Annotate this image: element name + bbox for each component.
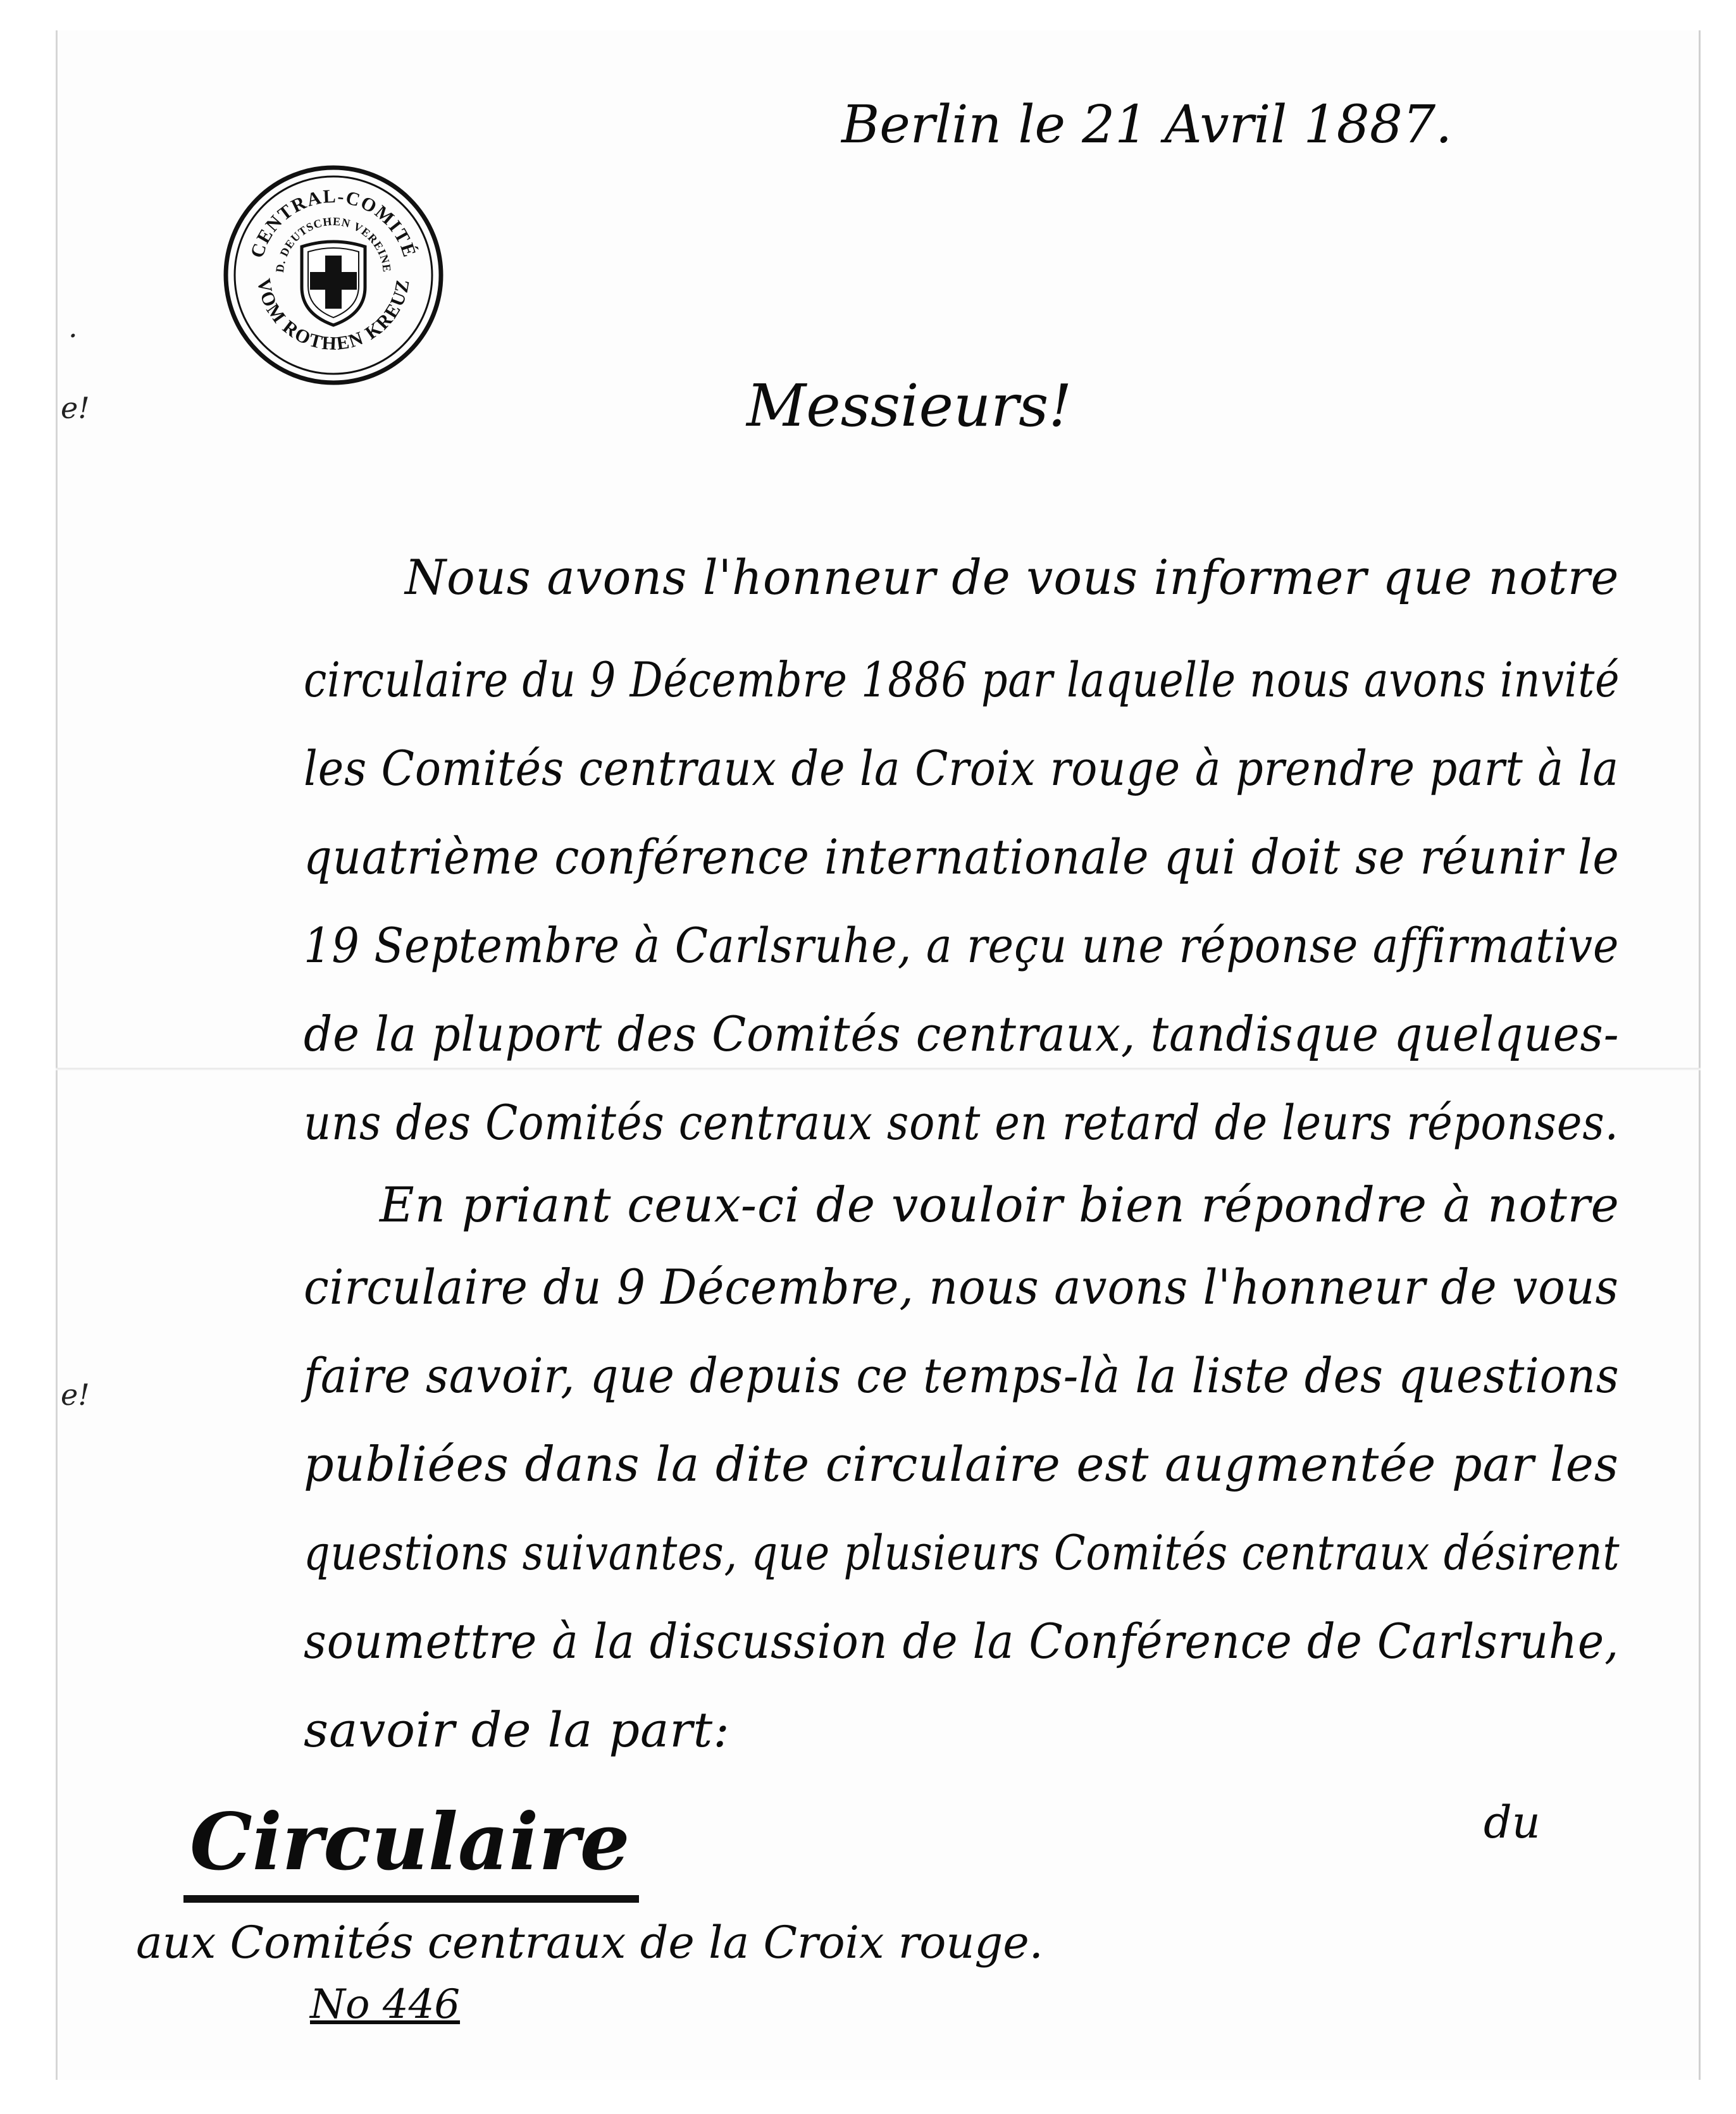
body-line: faire savoir, que depuis ce temps-là la liste des questions: [304, 1347, 1620, 1404]
body-line: questions suivantes, que plusieurs Comités centraux désirent: [304, 1524, 1620, 1581]
margin-mark: e!: [61, 391, 90, 425]
svg-text:VOM ROTHEN KREUZ: VOM ROTHEN KREUZ: [252, 276, 414, 355]
body-line: En priant ceux-ci de vouloir bien répondre à notre: [380, 1177, 1620, 1233]
catchword: du: [1484, 1796, 1541, 1848]
body-line: 19 Septembre à Carlsruhe, a reçu une réponse affirmative: [304, 917, 1620, 974]
svg-text:D. DEUTSCHEN VEREINE: D. DEUTSCHEN VEREINE: [273, 214, 394, 273]
body-line: savoir de la part:: [304, 1702, 730, 1758]
letter-date: Berlin le 21 Avril 1887.: [841, 95, 1453, 155]
red-cross-seal-stamp: [221, 163, 445, 387]
circular-subtitle: aux Comités centraux de la Croix rouge.: [136, 1917, 1043, 1969]
margin-mark: .: [68, 310, 78, 344]
body-line: de la pluport des Comités centraux, tandisque quelques-: [304, 1006, 1620, 1062]
title-underline: [183, 1895, 639, 1903]
body-line: quatrième conférence internationale qui doit se réunir le: [304, 829, 1620, 885]
body-line: circulaire du 9 Décembre 1886 par laquelle nous avons invité: [304, 652, 1620, 708]
page-fold: [56, 1068, 1701, 1070]
body-line: soumettre à la discussion de la Conférence de Carlsruhe,: [304, 1613, 1620, 1669]
circular-number: No 446: [310, 1981, 461, 2028]
salutation: Messieurs!: [747, 372, 1072, 440]
circular-title: Circulaire: [190, 1796, 630, 1888]
margin-mark: e!: [61, 1378, 90, 1412]
body-line: les Comités centraux de la Croix rouge à prendre part à la: [304, 740, 1619, 796]
body-line: circulaire du 9 Décembre, nous avons l'honneur de vous: [304, 1259, 1619, 1315]
body-line: publiées dans la dite circulaire est augmentée par les: [304, 1436, 1619, 1492]
svg-text:CENTRAL-COMITÉ: CENTRAL-COMITÉ: [246, 185, 421, 261]
body-line: Nous avons l'honneur de vous informer que notre: [405, 549, 1620, 605]
body-line: uns des Comités centraux sont en retard de leurs réponses.: [304, 1094, 1619, 1151]
